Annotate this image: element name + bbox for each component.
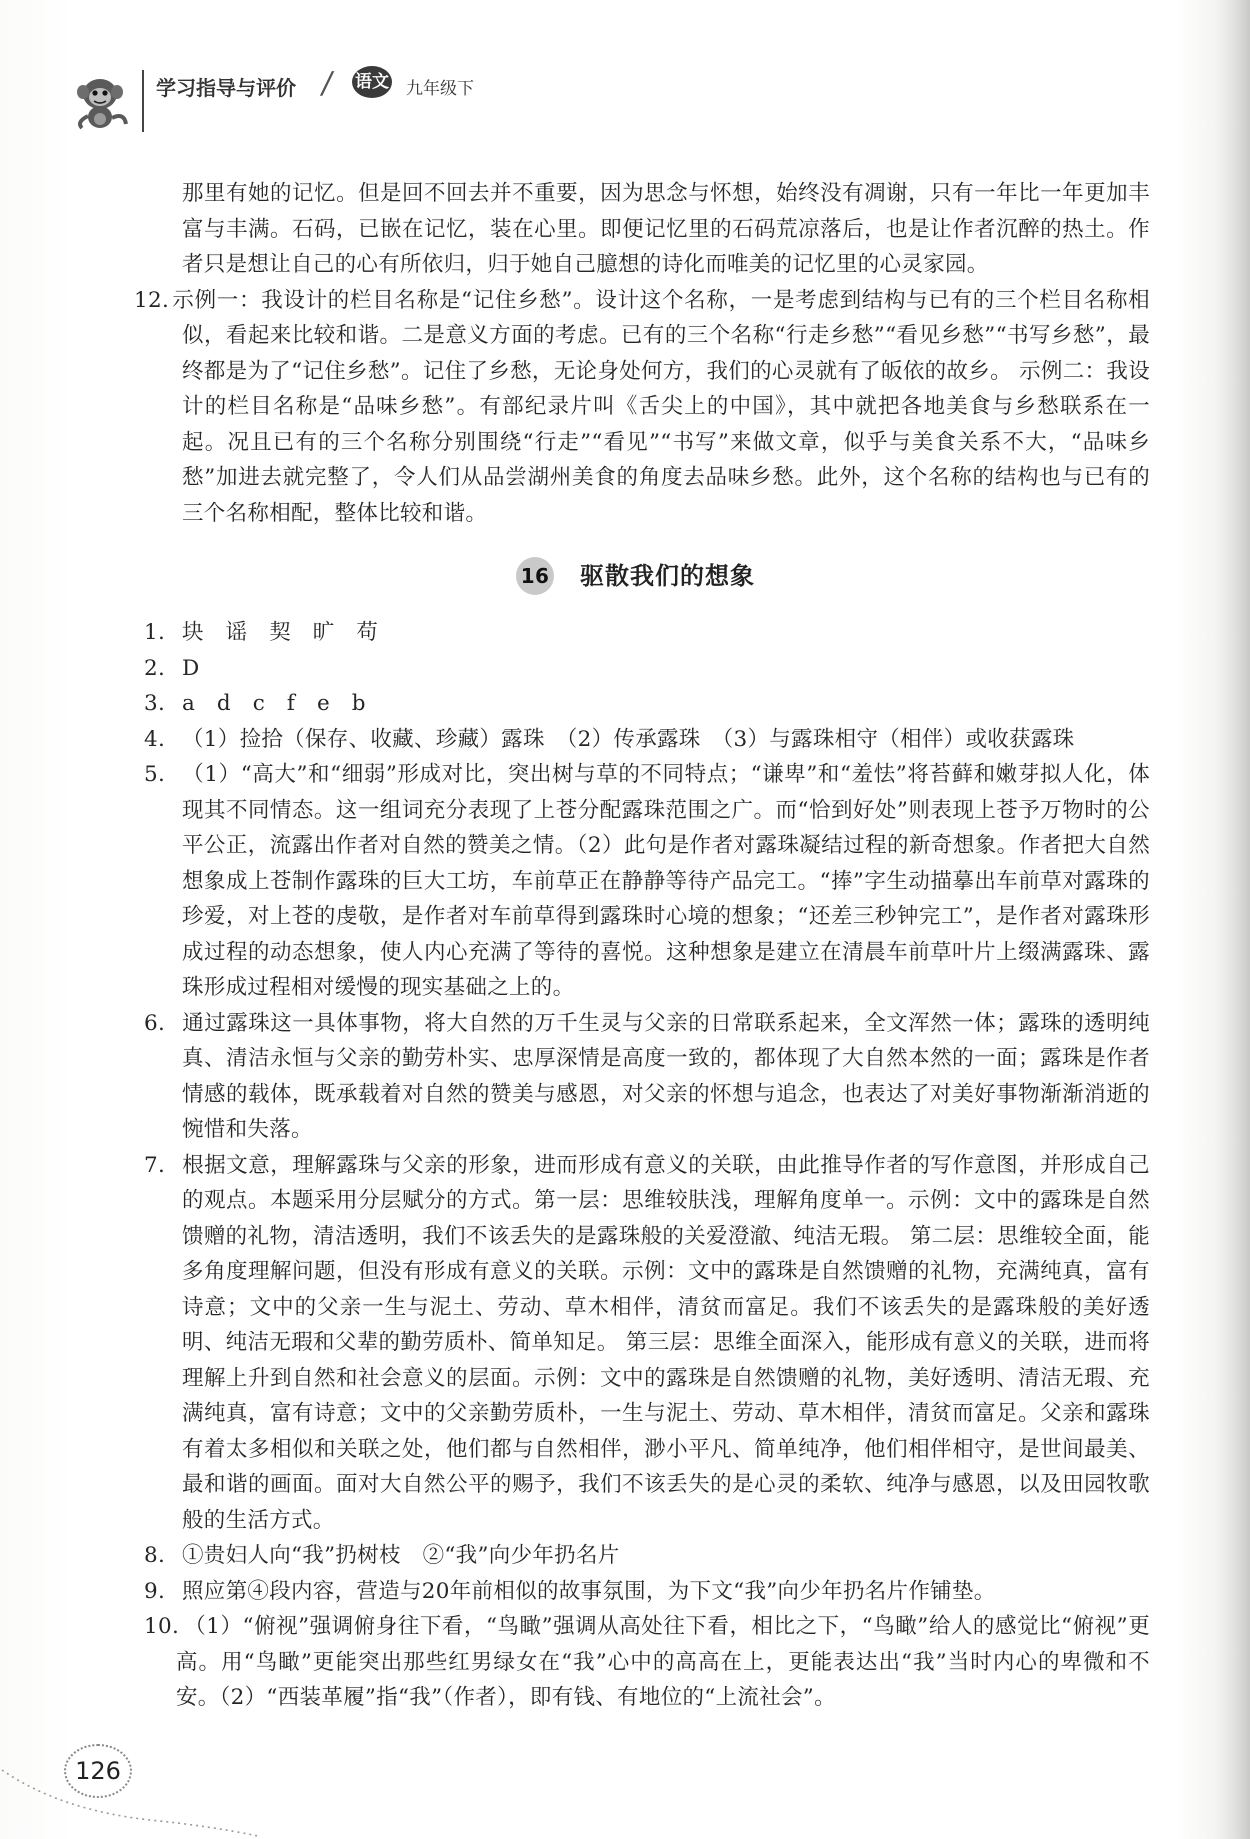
item-text: a d c f e b <box>182 691 366 716</box>
item-number: 1. <box>144 620 166 645</box>
page-number-wrap <box>58 1740 136 1800</box>
item-text: （1）捡拾（保存、收藏、珍藏）露珠 （2）传承露珠 （3）与露珠相守（相伴）或收获露珠 <box>182 726 1075 752</box>
answer-item <box>0 1538 1250 1574</box>
section-heading <box>0 543 1250 615</box>
subject-badge: 语文 <box>352 66 392 98</box>
item-text: D <box>182 655 200 681</box>
item-number: 5. <box>144 762 166 787</box>
item-number: 8. <box>144 1543 166 1568</box>
header-slash: / <box>318 66 336 101</box>
item-number: 7. <box>144 1152 166 1178</box>
grade-label: 九年级下 <box>406 79 474 99</box>
item-text: 块 谣 契 旷 苟 <box>182 620 379 645</box>
item-text: ①贵妇人向“我”扔树枝 ②“我”向少年扔名片 <box>182 1543 620 1568</box>
item-text: （1）“俯视”强调俯身往下看，“鸟瞰”强调从高处往下看，相比之下，“鸟瞰”给人的感觉比“俯视”更高。用“鸟瞰”更能突出那些红男绿女在“我”心中的高高在上，更能表达出“我”当时内心的卑微和不安。（2）“西装革履”指“我”（作者），即有钱、有地位的“上流社会”。 <box>176 1614 1150 1710</box>
answer-item <box>0 651 1250 687</box>
header-divider <box>142 70 144 132</box>
item-number: 9. <box>144 1578 166 1604</box>
page-edge-shadow <box>1214 0 1250 1839</box>
item-number: 12. <box>134 287 170 313</box>
item-number: 4. <box>144 726 166 752</box>
item-text: 照应第④段内容，营造与20年前相似的故事氛围，为下文“我”向少年扔名片作铺垫。 <box>182 1578 996 1604</box>
book-title: 学习指导与评价 <box>156 76 296 100</box>
item-text: （1）“高大”和“细弱”形成对比，突出树与草的不同特点；“谦卑”和“羞怯”将苔藓和嫩芽拟人化，体现其不同情态。这一组词充分表现了上苍分配露珠范围之广。而“恰到好处”则表现上苍予万物时的公平公正，流露出作者对自然的赞美之情。（2）此句是作者对露珠凝结过程的新奇想象。作者把大自然想象成上苍制作露珠的巨大工坊，车前草正在静静等待产品完工。“捧”字生动描摹出车前草对露珠的珍爱，对上苍的虔敬，是作者对车前草得到露珠时心境的想象；“还差三秒钟完工”，是作者对露珠形成过程的动态想象，使人内心充满了等待的喜悦。这种想象是建立在清晨车前草叶片上缀满露珠、露珠形成过程相对缓慢的现实基础之上的。 <box>182 762 1150 1000</box>
item-number: 10. <box>144 1614 180 1639</box>
page-number: 126 <box>64 1744 132 1798</box>
answer-item-12 <box>0 283 1250 532</box>
answer-item <box>0 615 1250 651</box>
answer-item <box>0 757 1250 1006</box>
item-text: 示例一：我设计的栏目名称是“记住乡愁”。设计这个名称，一是考虑到结构与已有的三个栏目名称相似，看起来比较和谐。二是意义方面的考虑。已有的三个名称“行走乡愁”“看见乡愁”“书写乡愁”，最终都是为了“记住乡愁”。记住了乡愁，无论身处何方，我们的心灵就有了皈依的故乡。 示例二：我设计的栏目名称是“品味乡愁”。有部纪录片叫《舌尖上的中国》，其中就把各地美食与乡愁联系在一起。况且已有的三个名称分别围绕“行走”“看见”“书写”来做文章，似乎与美食关系不大，“品味乡愁”加进去就完整了，令人们从品尝湖州美食的角度去品味乡愁。此外，这个名称的结构也与已有的三个名称相配，整体比较和谐。 <box>172 287 1150 526</box>
answer-content <box>0 176 1250 1716</box>
page-header <box>70 62 670 132</box>
section-title: 驱散我们的想象 <box>580 562 755 590</box>
answer-item <box>0 1574 1250 1610</box>
answer-item <box>0 1609 1250 1716</box>
answer-item <box>0 1148 1250 1539</box>
item-number: 3. <box>144 691 166 716</box>
item-text: 通过露珠这一具体事物，将大自然的万千生灵与父亲的日常联系起来，全文浑然一体；露珠的透明纯真、清洁永恒与父亲的勤劳朴实、忠厚深情是高度一致的，都体现了大自然本然的一面；露珠是作者情感的载体，既承载着对自然的赞美与感恩，对父亲的怀想与追念，也表达了对美好事物渐渐消逝的惋惜和失落。 <box>182 1010 1150 1142</box>
answer-item <box>0 686 1250 722</box>
item-number: 2. <box>144 655 166 681</box>
monkey-mascot-icon <box>70 72 132 130</box>
answer-item <box>0 1006 1250 1148</box>
item-text: 根据文意，理解露珠与父亲的形象，进而形成有意义的关联，由此推导作者的写作意图，并形成自己的观点。本题采用分层赋分的方式。第一层：思维较肤浅，理解角度单一。示例：文中的露珠是自然馈赠的礼物，清洁透明，我们不该丢失的是露珠般的关爱澄澈、纯洁无瑕。 第二层：思维较全面，能多角度理解问题，但没有形成有意义的关联。示例：文中的露珠是自然馈赠的礼物，充满纯真，富有诗意；文中的父亲一生与泥土、劳动、草木相伴，清贫而富足。我们不该丢失的是露珠般的美好透明、纯洁无瑕和父辈的勤劳质朴、简单知足。 第三层：思维全面深入，能形成有意义的关联，进而将理解上升到自然和社会意义的层面。示例：文中的露珠是自然馈赠的礼物，美好透明、清洁无瑕、充满纯真，富有诗意；文中的父亲勤劳质朴，一生与泥土、劳动、草木相伴，清贫而富足。父亲和露珠有着太多相似和关联之处，他们都与自然相伴，渺小平凡、简单纯净，他们相伴相守，是世间最美、最和谐的画面。面对大自然公平的赐予，我们不该丢失的是心灵的柔软、纯净与感恩，以及田园牧歌般的生活方式。 <box>182 1152 1150 1533</box>
answer-item <box>0 722 1250 758</box>
item-number: 6. <box>144 1010 166 1036</box>
section-number-badge: 16 <box>516 557 554 595</box>
continued-answer-text: 那里有她的记忆。但是回不回去并不重要，因为思念与怀想，始终没有凋谢，只有一年比一年更加丰富与丰满。石码，已嵌在记忆，装在心里。即便记忆里的石码荒凉落后，也是让作者沉醉的热土。作者只是想让自己的心有所依归，归于她自己臆想的诗化而唯美的记忆里的心灵家园。 <box>182 181 1150 277</box>
